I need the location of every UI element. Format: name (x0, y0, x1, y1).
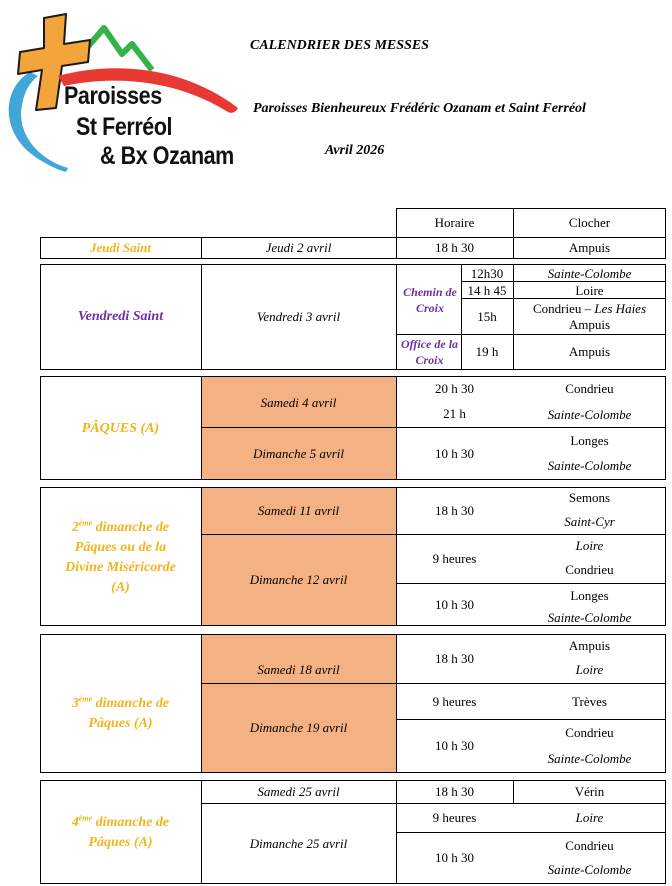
jeudi-time: 18 h 30 (435, 240, 474, 255)
vendredi-place-3c: Ampuis (568, 317, 611, 332)
dimanche-3-saturday: Samedi 18 avril (257, 662, 340, 677)
paques-sun-place-2: Sainte-Colombe (547, 458, 632, 473)
paques-sunday: Dimanche 5 avril (253, 446, 344, 461)
dimanche-4-sun-time-2: 10 h 30 (435, 850, 474, 865)
dimanche-4-sun-place-2a: Condrieu (565, 838, 614, 853)
page-title: CALENDRIER DES MESSES (250, 38, 429, 53)
dimanche-3-sunday: Dimanche 19 avril (249, 720, 348, 735)
paques-sun-time: 10 h 30 (435, 446, 474, 461)
vendredi-place-2: Loire (575, 283, 604, 298)
vendredi-place-4: Ampuis (568, 344, 611, 359)
column-clocher: Clocher (568, 215, 611, 230)
paques-title: PÂQUES (A) (81, 421, 160, 436)
vendredi-date: Vendredi 3 avril (256, 309, 341, 324)
vendredi-place-3 (513, 301, 666, 317)
dimanche-3-sat-place-2: Loire (575, 662, 604, 677)
paques-sat-place-1: Condrieu (565, 381, 614, 396)
dimanche-3-sun-time-2: 10 h 30 (435, 738, 474, 753)
dimanche-3-sat-time: 18 h 30 (435, 651, 474, 666)
dimanche-2-sunday: Dimanche 12 avril (249, 572, 348, 587)
dimanche-4-sat-time: 18 h 30 (435, 784, 474, 799)
vendredi-place-3a: Condrieu – (532, 301, 595, 316)
jeudi-saint-title: Jeudi Saint (89, 240, 152, 255)
dimanche-2-saturday: Samedi 11 avril (257, 503, 340, 518)
logo-line-3: & Bx Ozanam (100, 142, 234, 170)
dimanche-2-sun-place-1a: Loire (575, 538, 604, 553)
dimanche-2-sat-place-1: Semons (568, 490, 611, 505)
dimanche-2-sun-time-2: 10 h 30 (435, 597, 474, 612)
vendredi-time-2: 14 h 45 (467, 283, 507, 298)
dimanche-4-sun-place-1: Loire (575, 810, 604, 825)
vendredi-time-3: 15h (477, 309, 497, 324)
paques-saturday: Samedi 4 avril (260, 395, 337, 410)
vendredi-place-3b: Les Haies (594, 301, 647, 316)
vendredi-time-1: 12h30 (470, 266, 504, 281)
dimanche-4-sunday: Dimanche 25 avril (249, 836, 348, 851)
dimanche-2-sun-place-2a: Longes (570, 588, 609, 603)
dimanche-3-sun-place-1: Trèves (572, 694, 607, 709)
jeudi-place: Ampuis (568, 240, 611, 255)
page-month: Avril 2026 (325, 143, 385, 158)
vendredi-time-4: 19 h (475, 344, 499, 359)
dimanche-4-title: 4ème dimanche de Pâques (A) (71, 813, 170, 850)
dimanche-3-sun-place-2a: Condrieu (565, 725, 614, 740)
chemin-de-croix-label: Chemin de Croix (403, 285, 457, 315)
parish-logo (0, 0, 240, 185)
logo-line-1: Paroisses (64, 82, 162, 110)
logo-line-2: St Ferréol (76, 113, 173, 141)
column-horaire: Horaire (434, 215, 475, 230)
dimanche-4-sun-place-2b: Sainte-Colombe (547, 862, 632, 877)
dimanche-2-sat-time: 18 h 30 (435, 503, 474, 518)
office-de-la-croix-label: Office de la Croix (400, 337, 459, 367)
paques-sun-place-1: Longes (570, 433, 609, 448)
jeudi-date: Jeudi 2 avril (265, 240, 332, 255)
dimanche-3-sun-time-1: 9 heures (432, 694, 477, 709)
dimanche-3-sat-place-1: Ampuis (568, 638, 611, 653)
vendredi-saint-title: Vendredi Saint (77, 309, 164, 324)
paques-sat-time-2: 21 h (443, 406, 466, 421)
dimanche-2-title: 2ème dimanche de Pâques ou de la Divine Miséricorde (A) (65, 518, 176, 595)
dimanche-4-saturday: Samedi 25 avril (257, 784, 340, 799)
dimanche-4-sun-time-1: 9 heures (432, 810, 477, 825)
dimanche-3-sun-place-2b: Sainte-Colombe (547, 751, 632, 766)
dimanche-3-title: 3ème dimanche de Pâques (A) (71, 694, 170, 731)
vendredi-place-1: Sainte-Colombe (547, 266, 632, 281)
paques-sat-place-2: Sainte-Colombe (547, 407, 632, 422)
dimanche-4-sat-place: Vérin (574, 784, 605, 799)
dimanche-2-sun-place-2b: Sainte-Colombe (547, 610, 632, 625)
dimanche-2-sun-time-1: 9 heures (432, 551, 477, 566)
paques-sat-time-1: 20 h 30 (435, 381, 474, 396)
dimanche-2-sun-place-1b: Condrieu (565, 562, 614, 577)
page-subtitle: Paroisses Bienheureux Frédéric Ozanam et Saint Ferréol (253, 101, 586, 116)
dimanche-2-sat-place-2: Saint-Cyr (564, 514, 615, 529)
